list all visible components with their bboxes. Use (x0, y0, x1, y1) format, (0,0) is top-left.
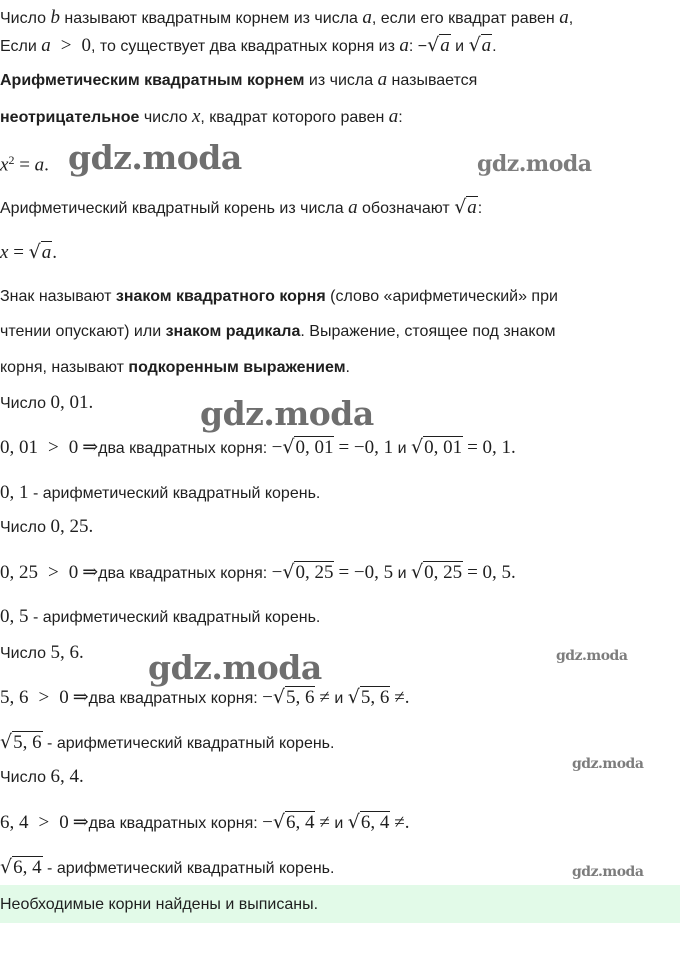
example-4-number: Число 6, 4. (0, 766, 84, 787)
example-2-number: Число 0, 25. (0, 516, 94, 537)
sqrt-root-1: √5, 6 (272, 686, 315, 708)
example-3-number: Число 5, 6. (0, 642, 84, 663)
sqrt-root-2: √0, 01 (410, 436, 463, 458)
example-2-result: 0, 5 - арифметический квадратный корень. (0, 606, 321, 627)
example-1-result: 0, 1 - арифметический квадратный корень. (0, 482, 321, 503)
definition-line-9: чтении опускают) или знаком радикала. Выражение, стоящее под знаком (0, 323, 556, 340)
sqrt-root-1: √0, 25 (282, 561, 334, 583)
formula-x-squared: $x^2 = a$. (0, 153, 49, 176)
sqrt-root-2: √0, 25 (410, 561, 463, 583)
sqrt-root-2: √5, 6 (347, 686, 390, 708)
sqrt-a-negative: √a (427, 34, 450, 56)
definition-line-6: Арифметический квадратный корень из числа a обозначают √a: (0, 196, 483, 218)
example-4-roots: 6, 4 > 0 ⇒два квадратных корня: −√6, 4 ≠ и √6, 4 ≠. (0, 811, 410, 833)
sqrt-a: √a (454, 196, 477, 218)
example-1-roots: 0, 01 > 0 ⇒два квадратных корня: −√0, 01 = −0, 1 и √0, 01 = 0, 1. (0, 436, 516, 458)
definition-line-2: Если a > 0, то существует два квадратных корня из a: −√a и √a. (0, 34, 497, 56)
definition-line-4: неотрицательное число x, квадрат которого равен a: (0, 106, 403, 127)
definition-line-8: Знак называют знаком квадратного корня (слово «арифметический» при (0, 288, 558, 305)
watermark: gdz.moda (200, 394, 374, 433)
summary-text: Необходимые корни найдены и выписаны. (0, 896, 319, 913)
sqrt-result: √6, 4 (0, 856, 42, 878)
example-2-roots: 0, 25 > 0 ⇒два квадратных корня: −√0, 25 = −0, 5 и √0, 25 = 0, 5. (0, 561, 516, 583)
example-3-result: √5, 6 - арифметический квадратный корень. (0, 731, 335, 753)
sqrt-result: √5, 6 (0, 731, 42, 753)
watermark: gdz.moda (148, 648, 322, 687)
sqrt-root-2: √6, 4 (347, 811, 390, 833)
watermark: gdz.moda (572, 864, 644, 880)
example-3-roots: 5, 6 > 0 ⇒два квадратных корня: −√5, 6 ≠ и √5, 6 ≠. (0, 686, 410, 708)
example-1-number: Число 0, 01. (0, 392, 94, 413)
sqrt-root-1: √6, 4 (272, 811, 315, 833)
definition-line-3: Арифметическим квадратным корнем из числа a называется (0, 69, 478, 90)
summary-banner (0, 885, 680, 923)
definition-line-10: корня, называют подкоренным выражением. (0, 359, 350, 376)
sqrt-root-1: √0, 01 (282, 436, 334, 458)
watermark: gdz.moda (68, 138, 242, 177)
formula-x-sqrt: x = √a. (0, 241, 58, 263)
definition-line-1: Число b называют квадратным корнем из числа a, если его квадрат равен a, (0, 7, 574, 28)
sqrt-a-formula: √a (28, 241, 52, 263)
watermark: gdz.moda (556, 648, 628, 664)
watermark: gdz.moda (477, 151, 592, 177)
sqrt-a-positive: √a (468, 34, 492, 56)
watermark: gdz.moda (572, 756, 644, 772)
example-4-result: √6, 4 - арифметический квадратный корень. (0, 856, 335, 878)
